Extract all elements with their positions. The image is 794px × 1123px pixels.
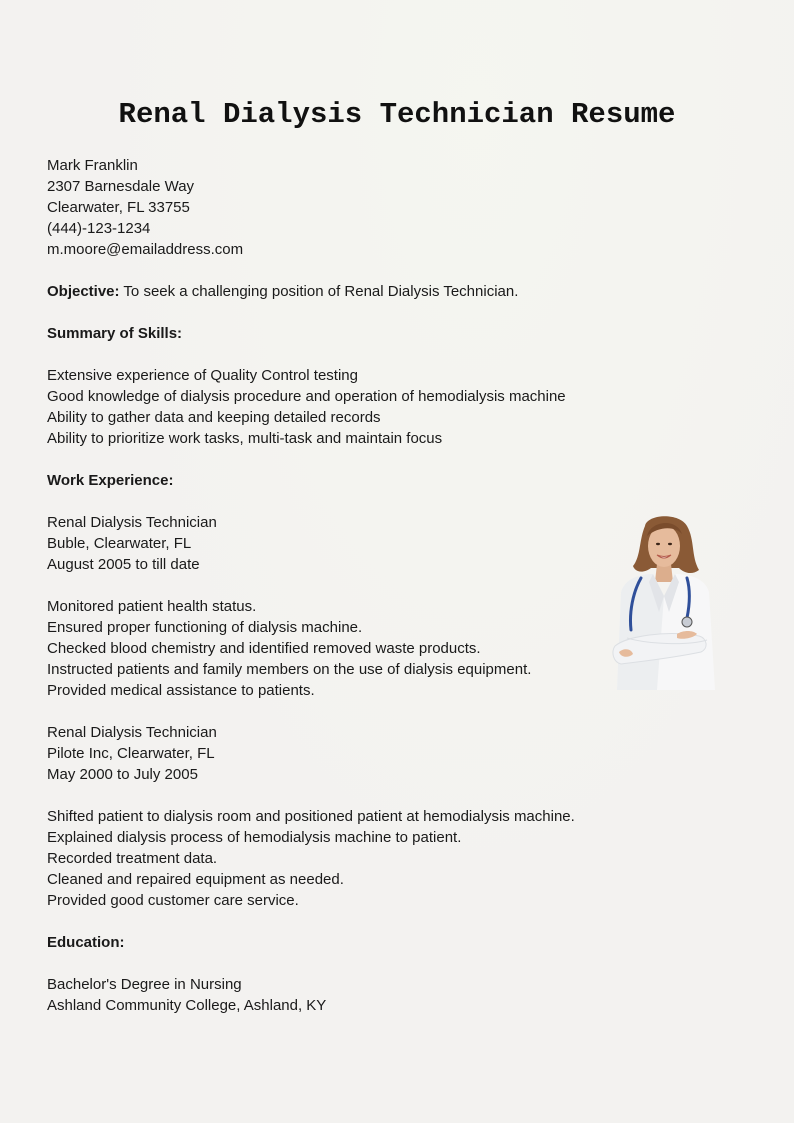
contact-address-line2: Clearwater, FL 33755 [47,199,190,216]
doctor-illustration-icon [607,512,721,692]
objective-text: To seek a challenging position of Renal Dialysis Technician. [119,283,519,300]
education-heading: Education: [47,934,125,951]
spacer [47,302,627,323]
contact-name: Mark Franklin [47,157,138,174]
contact-address-line1: 2307 Barnesdale Way [47,178,195,195]
job-duty: Cleaned and repaired equipment as needed. [47,871,344,888]
contact-email: m.moore@emailaddress.com [47,241,244,258]
experience-heading: Work Experience: [47,472,174,489]
job-duty: Monitored patient health status. [47,598,257,615]
job-title: Renal Dialysis Technician [47,514,217,531]
job-title: Renal Dialysis Technician [47,724,217,741]
job-duty: Provided medical assistance to patients. [47,682,315,699]
contact-block [47,155,627,260]
spacer [47,953,627,974]
education-degree: Bachelor's Degree in Nursing [47,976,242,993]
job-duty: Recorded treatment data. [47,850,218,867]
page-title: Renal Dialysis Technician Resume [118,98,676,131]
skills-section [47,323,627,449]
profile-photo [607,512,721,692]
objective-section [47,281,627,302]
skill-item: Good knowledge of dialysis procedure and operation of hemodialysis machine [47,388,566,405]
contact-phone: (444)-123-1234 [47,220,151,237]
skill-item: Extensive experience of Quality Control testing [47,367,358,384]
spacer [47,449,627,470]
job-dates: August 2005 to till date [47,556,200,573]
skill-item: Ability to prioritize work tasks, multi-task and maintain focus [47,430,443,447]
job-dates: May 2000 to July 2005 [47,766,198,783]
spacer [47,911,627,932]
job-duty: Ensured proper functioning of dialysis machine. [47,619,363,636]
objective-label: Objective: [47,283,120,300]
education-school: Ashland Community College, Ashland, KY [47,997,327,1014]
job-company: Pilote Inc, Clearwater, FL [47,745,215,762]
job-duty: Checked blood chemistry and identified removed waste products. [47,640,481,657]
spacer [47,701,627,722]
spacer [47,785,627,806]
job-duty: Shifted patient to dialysis room and positioned patient at hemodialysis machine. [47,808,575,825]
job-entry [47,512,627,701]
spacer [47,491,627,512]
job-company: Buble, Clearwater, FL [47,535,192,552]
job-entry [47,722,627,911]
spacer [47,575,627,596]
skill-item: Ability to gather data and keeping detailed records [47,409,381,426]
skills-heading: Summary of Skills: [47,325,183,342]
education-section [47,932,627,1016]
experience-section [47,470,627,911]
job-duty: Instructed patients and family members on the use of dialysis equipment. [47,661,532,678]
spacer [47,260,627,281]
resume-body [47,155,627,1016]
job-duty: Explained dialysis process of hemodialysis machine to patient. [47,829,462,846]
job-duty: Provided good customer care service. [47,892,299,909]
spacer [47,344,627,365]
